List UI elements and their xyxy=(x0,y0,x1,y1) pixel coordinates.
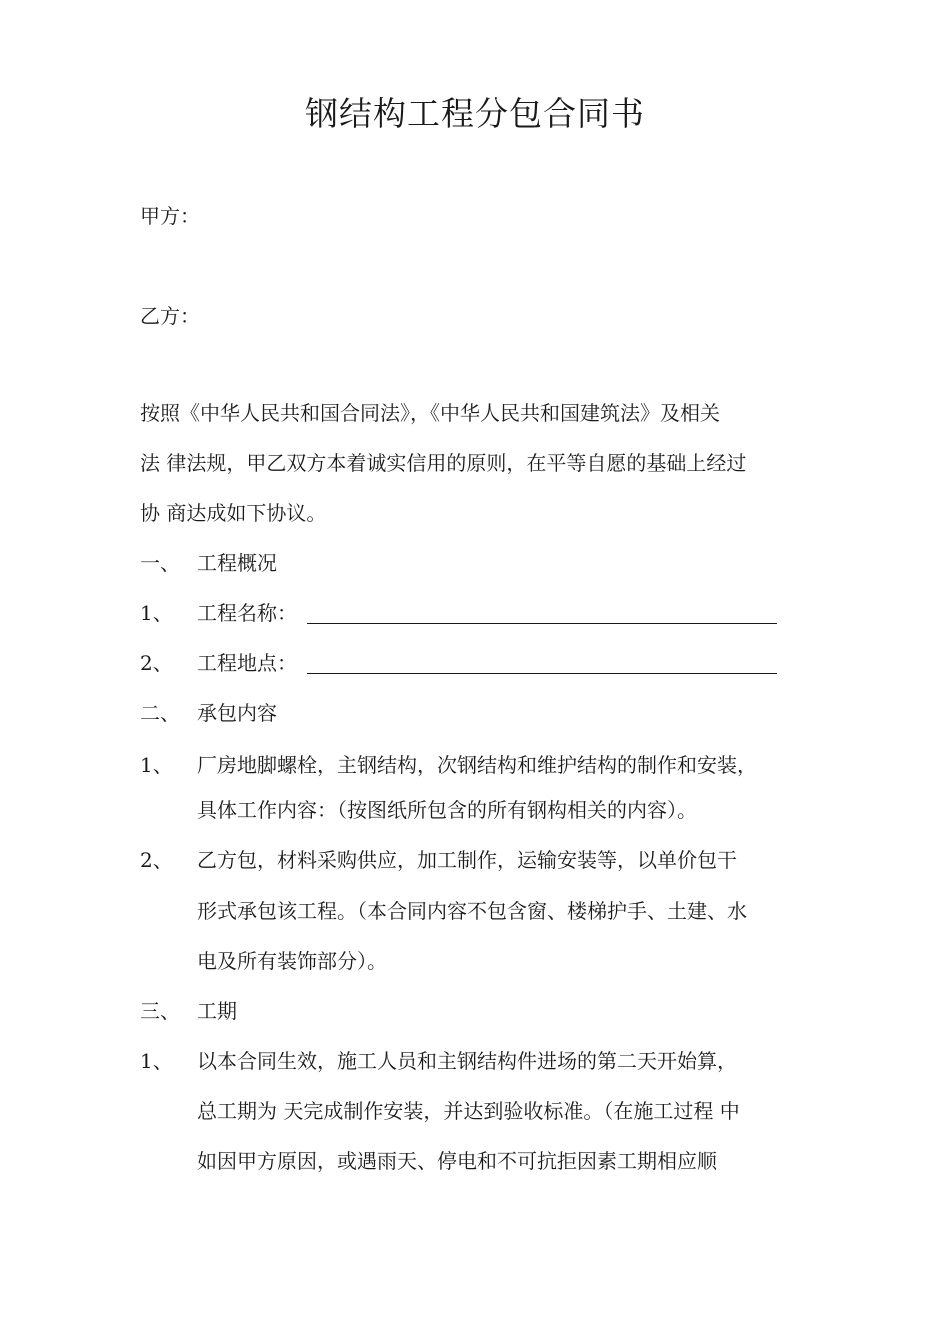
section-1-number: 一、 xyxy=(140,551,180,575)
project-name-blank-line xyxy=(307,623,777,624)
item-2-1-line-2: 具体工作内容：（按图纸所包含的所有钢构相关的内容）。 xyxy=(197,798,697,822)
item-1-1-number: 1、 xyxy=(140,601,173,625)
preamble-line-2: 法 律法规，甲乙双方本着诚实信用的原则，在平等自愿的基础上经过 xyxy=(140,451,747,475)
section-2-heading: 承包内容 xyxy=(197,701,277,725)
section-3-heading: 工期 xyxy=(197,999,237,1023)
item-3-1-line-3: 如因甲方原因，或遇雨天、停电和不可抗拒因素工期相应顺 xyxy=(197,1149,717,1173)
item-3-1-line-2: 总工期为 天完成制作安装，并达到验收标准。（在施工过程 中 xyxy=(197,1099,740,1123)
preamble-line-1: 按照《中华人民共和国合同法》，《中华人民共和国建筑法》及相关 xyxy=(140,401,720,425)
item-2-1-line-1: 厂房地脚螺栓，主钢结构，次钢结构和维护结构的制作和安装， xyxy=(197,753,757,777)
item-2-2-number: 2、 xyxy=(140,848,173,872)
party-a-label: 甲方： xyxy=(140,204,200,228)
section-3-number: 三、 xyxy=(140,999,180,1023)
item-1-2-number: 2、 xyxy=(140,651,173,675)
party-b-label: 乙方： xyxy=(140,304,200,328)
section-1-heading: 工程概况 xyxy=(197,551,277,575)
project-location-label: 工程地点： xyxy=(197,651,297,675)
item-3-1-number: 1、 xyxy=(140,1049,173,1073)
item-2-1-number: 1、 xyxy=(140,753,173,777)
item-2-2-line-2: 形式承包该工程。（本合同内容不包含窗、楼梯护手、土建、水 xyxy=(197,899,747,923)
preamble-line-3: 协 商达成如下协议。 xyxy=(140,501,327,525)
document-title: 钢结构工程分包合同书 xyxy=(305,94,645,133)
project-name-label: 工程名称： xyxy=(197,601,297,625)
item-2-2-line-1: 乙方包，材料采购供应，加工制作，运输安装等，以单价包干 xyxy=(197,848,737,872)
project-location-blank-line xyxy=(307,673,777,674)
item-3-1-line-1: 以本合同生效，施工人员和主钢结构件进场的第二天开始算， xyxy=(197,1049,737,1073)
item-2-2-line-3: 电及所有装饰部分）。 xyxy=(197,949,387,973)
section-2-number: 二、 xyxy=(140,701,180,725)
